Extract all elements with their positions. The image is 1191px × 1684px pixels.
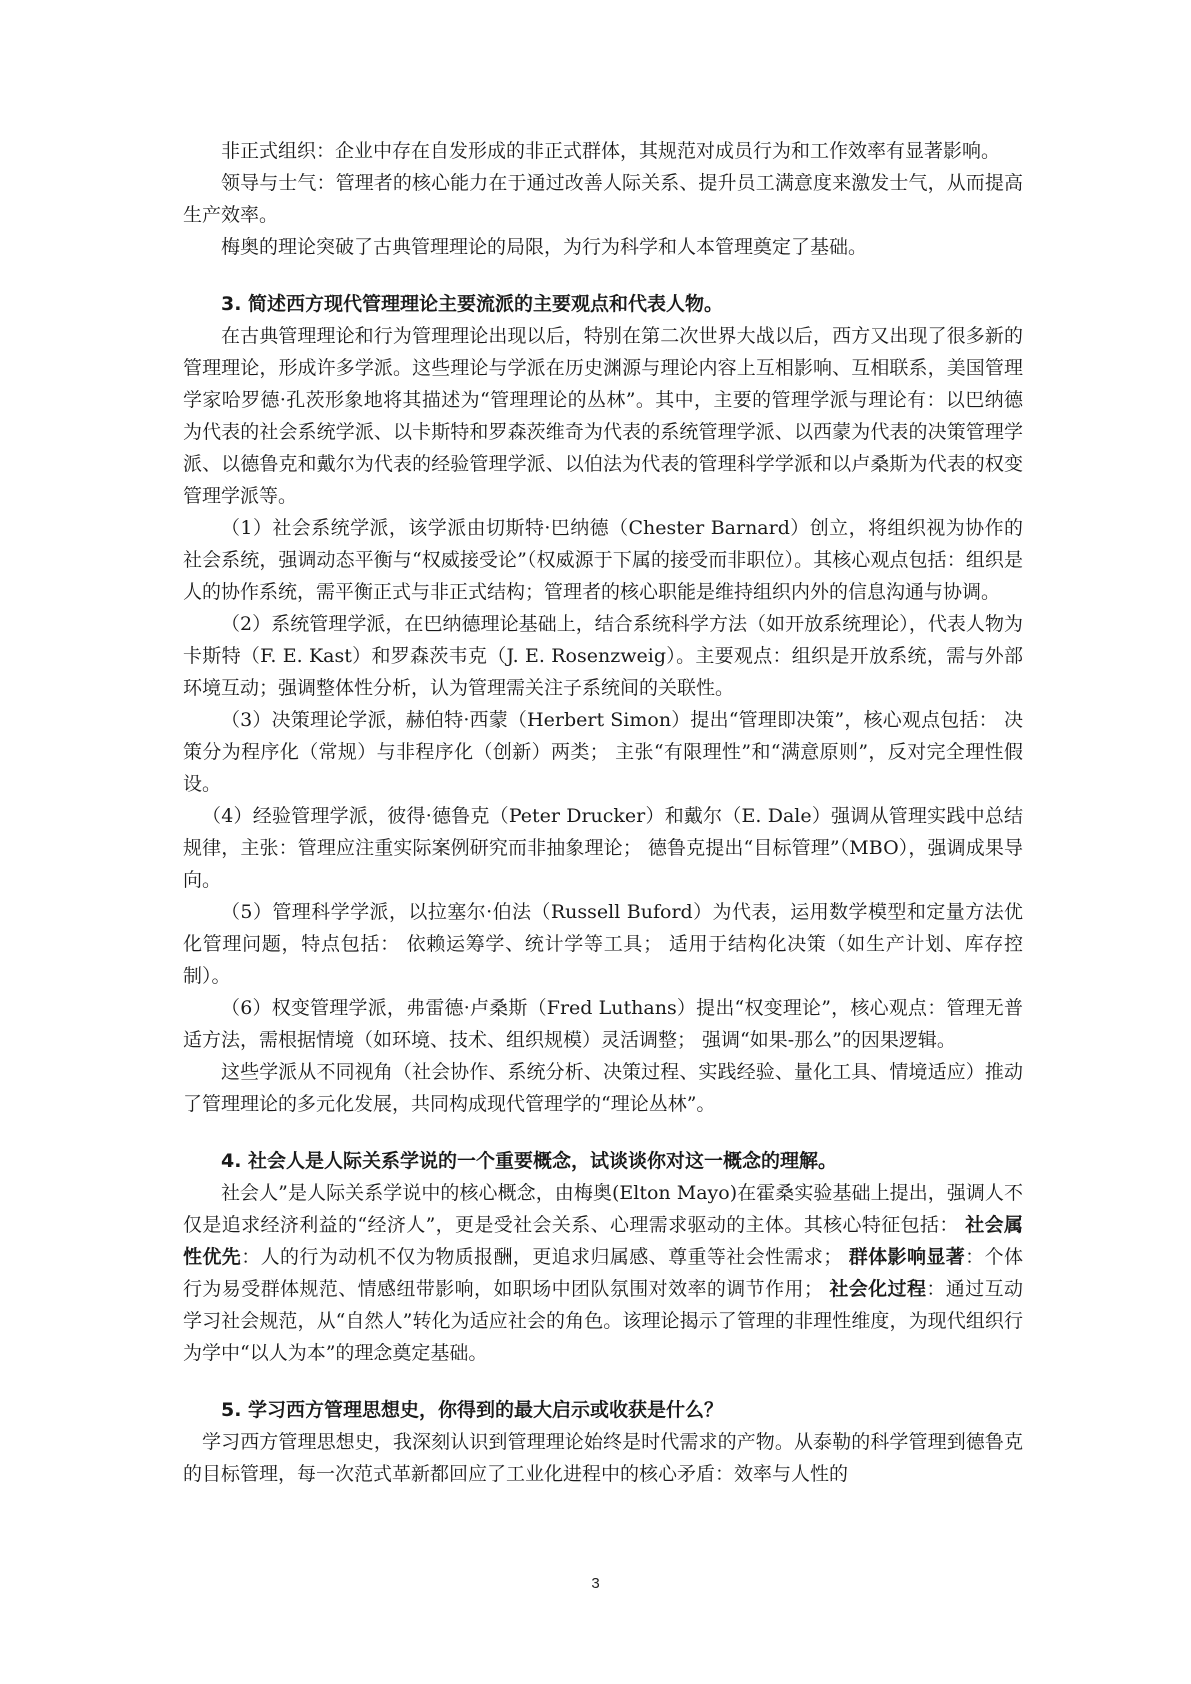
term-group-influence-desc: ：个体行为易受群体规范、情感纽带影响，如职场中团队氛围对效率的调节作用； (183, 1246, 1023, 1300)
paragraph-informal-organization: 非正式组织：企业中存在自发形成的非正式群体，其规范对成员行为和工作效率有显著影响。 (221, 140, 1001, 162)
question-5-answer: 学习西方管理思想史，我深刻认识到管理理论始终是时代需求的产物。从泰勒的科学管理到德鲁克的目标管理，每一次范式革新都回应了工业化进程中的核心矛盾：效率与人性的 (183, 1431, 1023, 1485)
school-item-5: （5）管理科学学派，以拉塞尔·伯法（Russell Buford）为代表，运用数学模型和定量方法优化管理问题，特点包括： 依赖运筹学、统计学等工具； 适用于结构化决策（如生产计划、库存控制）。 (183, 901, 1023, 987)
question-5-heading: 5. 学习西方管理思想史，你得到的最大启示或收获是什么？ (221, 1399, 724, 1421)
question-4-heading: 4. 社会人是人际关系学说的一个重要概念，试谈谈你对这一概念的理解。 (221, 1150, 838, 1172)
school-item-6: （6）权变管理学派，弗雷德·卢桑斯（Fred Luthans）提出“权变理论”，核心观点：管理无普适方法，需根据情境（如环境、技术、组织规模）灵活调整； 强调“如果-那么”的因果逻辑。 (183, 997, 1023, 1051)
document-page (183, 135, 1023, 1490)
question-3-heading: 3. 简述西方现代管理理论主要流派的主要观点和代表人物。 (221, 293, 724, 315)
term-socialization-desc: ：通过互动学习社会规范，从“自然人”转化为适应社会的角色。该理论揭示了管理的非理性维度，为现代组织行为学中“以人为本”的理念奠定基础。 (183, 1278, 1023, 1364)
question-3-conclusion: 这些学派从不同视角（社会协作、系统分析、决策过程、实践经验、量化工具、情境适应）推动了管理理论的多元化发展，共同构成现代管理学的“理论丛林”。 (183, 1061, 1023, 1115)
page-number: 3 (591, 1575, 600, 1592)
term-social-attribute-desc: ：人的行为动机不仅为物质报酬，更追求归属感、尊重等社会性需求； (241, 1246, 843, 1268)
school-item-3: （3）决策理论学派，赫伯特·西蒙（Herbert Simon）提出“管理即决策”，核心观点包括： 决策分为程序化（常规）与非程序化（创新）两类； 主张“有限理性”和“满意原则”，反对完全理性假设。 (183, 709, 1023, 795)
question-4-answer (183, 1177, 1023, 1369)
paragraph-leadership-morale: 领导与士气：管理者的核心能力在于通过改善人际关系、提升员工满意度来激发士气，从而提高生产效率。 (183, 172, 1023, 226)
school-item-4: （4）经验管理学派，彼得·德鲁克（Peter Drucker）和戴尔（E. Dale）强调从管理实践中总结规律，主张：管理应注重实际案例研究而非抽象理论； 德鲁克提出“目标管理”（MBO），强调成果导向。 (183, 805, 1023, 891)
school-item-2: （2）系统管理学派，在巴纳德理论基础上，结合系统科学方法（如开放系统理论），代表人物为卡斯特（F. E. Kast）和罗森茨韦克（J. E. Rosenzweig）。主要观点：组织是开放系统，需与外部环境互动；强调整体性分析，认为管理需关注子系统间的关联性。 (183, 613, 1023, 699)
term-group-influence: 群体影响显著 (848, 1246, 966, 1268)
question-4-intro-text: 社会人”是人际关系学说中的核心概念，由梅奥(Elton Mayo)在霍桑实验基础上提出，强调人不仅是追求经济利益的“经济人”，更是受社会关系、心理需求驱动的主体。其核心特征包括： (183, 1182, 1023, 1236)
paragraph-mayo-summary: 梅奥的理论突破了古典管理理论的局限，为行为科学和人本管理奠定了基础。 (221, 236, 868, 258)
school-item-1: （1）社会系统学派，该学派由切斯特·巴纳德（Chester Barnard）创立，将组织视为协作的社会系统，强调动态平衡与“权威接受论”（权威源于下属的接受而非职位）。其核心观点包括：组织是人的协作系统，需平衡正式与非正式结构；管理者的核心职能是维持组织内外的信息沟通与协调。 (183, 517, 1023, 603)
term-socialization: 社会化过程 (829, 1278, 927, 1300)
question-3-intro: 在古典管理理论和行为管理理论出现以后，特别在第二次世界大战以后，西方又出现了很多新的管理理论，形成许多学派。这些理论与学派在历史渊源与理论内容上互相影响、互相联系，美国管理学家哈罗德·孔茨形象地将其描述为“管理理论的丛林”。其中，主要的管理学派与理论有：以巴纳德为代表的社会系统学派、以卡斯特和罗森茨维奇为代表的系统管理学派、以西蒙为代表的决策管理学派、以德鲁克和戴尔为代表的经验管理学派、以伯法为代表的管理科学学派和以卢桑斯为代表的权变管理学派等。 (183, 325, 1023, 507)
term-social-attribute: 社会属性优先 (183, 1214, 1023, 1268)
